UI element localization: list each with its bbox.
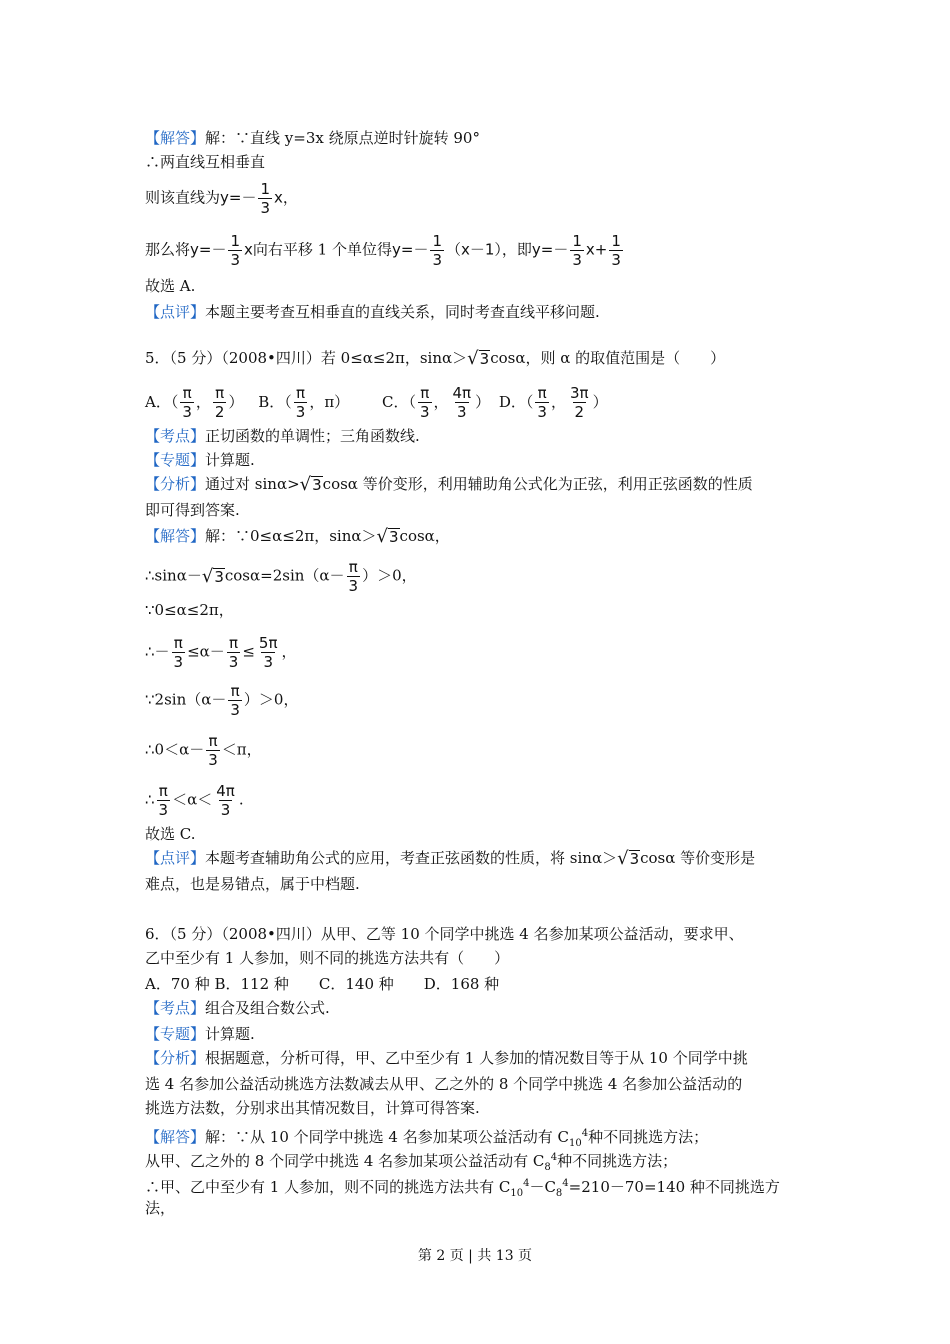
q6-stem-line-1: 6．（5 分）（2008•四川）从甲、乙等 10 个同学中挑选 4 名参加某项公益活动，要求甲、 (145, 925, 744, 943)
fraction: $\frac{1}{3}$ (572, 232, 582, 269)
q5-solution-line-6: ∴0＜α－ $\frac{\pi}{3}$ ＜π， (145, 732, 262, 769)
q4-solution-line-2: ∴两直线互相垂直 (145, 153, 266, 171)
q5-solution-line-8: 故选 C. (145, 825, 196, 843)
sqrt-symbol: √ 3 (617, 848, 640, 869)
tag-jieda: 【解答】 (145, 129, 206, 147)
q5-option-b: B．（ $\frac{\pi}{3}$ ，π） (258, 384, 350, 421)
q5-stem: 5．（5 分）（2008•四川）若 0≤α≤2π，sinα＞ √ 3 cosα，则 α 的取值范围是（ ） (145, 348, 726, 369)
q6-solution-line-1: 【解答】解：∵从 10 个同学中挑选 4 名参加某项公益活动有 $C_{10}^4$种不同挑选方法； (145, 1128, 709, 1149)
q5-option-d: D．（ $\frac{\pi}{3}$ ， $\frac{3\pi}{2}$ ） (498, 384, 608, 421)
q5-solution-line-7: ∴ $\frac{\pi}{3}$ ＜α＜ $\frac{4\pi}{3}$ . (145, 782, 244, 819)
q5-fenxi: 【分析】通过对 sinα> √ 3 cosα 等价变形，利用辅助角公式化为正弦，利用正弦函数的性质 (145, 474, 753, 495)
sqrt-symbol: √ 3 (467, 348, 490, 369)
q5-solution-line-2: ∴sinα－ √ 3 cosα=2sin（α－ $\frac{\pi}{3}$ ）＞0， (145, 558, 417, 595)
q4-solution-line-4: 那么将y=－ $\frac{1}{3}$ x向右平移 1 个单位得y=－ $\frac{1}{3}$ （x－1），即y=－ $\frac{1}{3}$ x+ $\frac{1}{3}$ (145, 232, 621, 269)
q5-option-c: C．（ $\frac{\pi}{3}$ ， $\frac{4\pi}{3}$ ） (381, 384, 491, 421)
q5-comment: 【点评】本题考查辅助角公式的应用，考查正弦函数的性质，将 sinα＞ √ 3 cosα 等价变形是 (145, 848, 756, 869)
sqrt-symbol: √ 3 (376, 526, 399, 547)
q5-solution-line-1: 【解答】解：∵0≤α≤2π，sinα＞ √ 3 cosα， (145, 526, 450, 547)
sqrt-symbol: √ 3 (299, 474, 322, 495)
sqrt-symbol: √ 3 (201, 565, 224, 587)
fraction: $\frac{1}{3}$ (260, 180, 271, 217)
fraction: $\frac{1}{3}$ (230, 232, 241, 269)
q6-kaodian: 【考点】组合及组合数公式. (145, 999, 330, 1017)
q5-kaodian: 【考点】正切函数的单调性；三角函数线. (145, 427, 420, 445)
q4-comment: 【点评】本题主要考查互相垂直的直线关系，同时考查直线平移问题. (145, 303, 600, 321)
q6-fenxi: 【分析】根据题意，分析可得，甲、乙中至少有 1 人参加的情况数目等于从 10 个同学中挑 (145, 1049, 748, 1067)
tag-dianping: 【点评】 (145, 303, 206, 321)
q6-options: A．70 种 B．112 种 C．140 种 D．168 种 (145, 975, 500, 993)
q6-solution-line-3: ∴甲、乙中至少有 1 人参加，则不同的挑选方法共有 $C_{10}^4-C_8^4=210-70=140$ 种不同挑选方 (145, 1178, 780, 1199)
q6-fenxi-line-2: 选 4 名参加公益活动挑选方法数减去从甲、乙之外的 8 个同学中挑选 4 名参加公益活动的 (145, 1075, 743, 1093)
fraction: $\frac{1}{3}$ (611, 232, 621, 269)
q6-stem-line-2: 乙中至少有 1 人参加，则不同的挑选方法共有（ ） (145, 949, 510, 967)
q5-comment-line-2: 难点，也是易错点，属于中档题. (145, 875, 360, 893)
q5-fenxi-line-2: 即可得到答案. (145, 501, 240, 519)
q5-solution-line-4: ∴－ $\frac{\pi}{3}$ ≤α－ $\frac{\pi}{3}$ ≤ $\frac{5\pi}{3}$ ， (145, 634, 297, 671)
q5-options (145, 384, 608, 421)
q5-solution-line-5: ∵2sin（α－ $\frac{\pi}{3}$ ）＞0， (145, 682, 299, 719)
q5-solution-line-3: ∵0≤α≤2π， (145, 601, 234, 619)
q4-solution-line-3: 则该直线为y=－ $\frac{1}{3}$ x， (145, 180, 298, 217)
q6-solution-line-4: 法， (145, 1199, 176, 1217)
q4-solution-line-5: 故选 A. (145, 277, 196, 295)
q6-solution-line-2: 从甲、乙之外的 8 个同学中挑选 4 名参加某项公益活动有 $C_8^4$种不同挑选方法； (145, 1152, 678, 1173)
q4-solution-line-1: 【解答】解：∵直线 y=3x 绕原点逆时针旋转 90° (145, 129, 480, 147)
q5-option-a: A．（ $\frac{\pi}{3}$ ， $\frac{\pi}{2}$ ） (145, 384, 244, 421)
fraction: $\frac{1}{3}$ (432, 232, 442, 269)
q5-zhuanti: 【专题】计算题. (145, 451, 255, 469)
page-footer: 第 2 页 | 共 13 页 (417, 1248, 533, 1264)
q6-zhuanti: 【专题】计算题. (145, 1025, 255, 1043)
q6-fenxi-line-3: 挑选方法数，分别求出其情况数目，计算可得答案. (145, 1099, 480, 1117)
